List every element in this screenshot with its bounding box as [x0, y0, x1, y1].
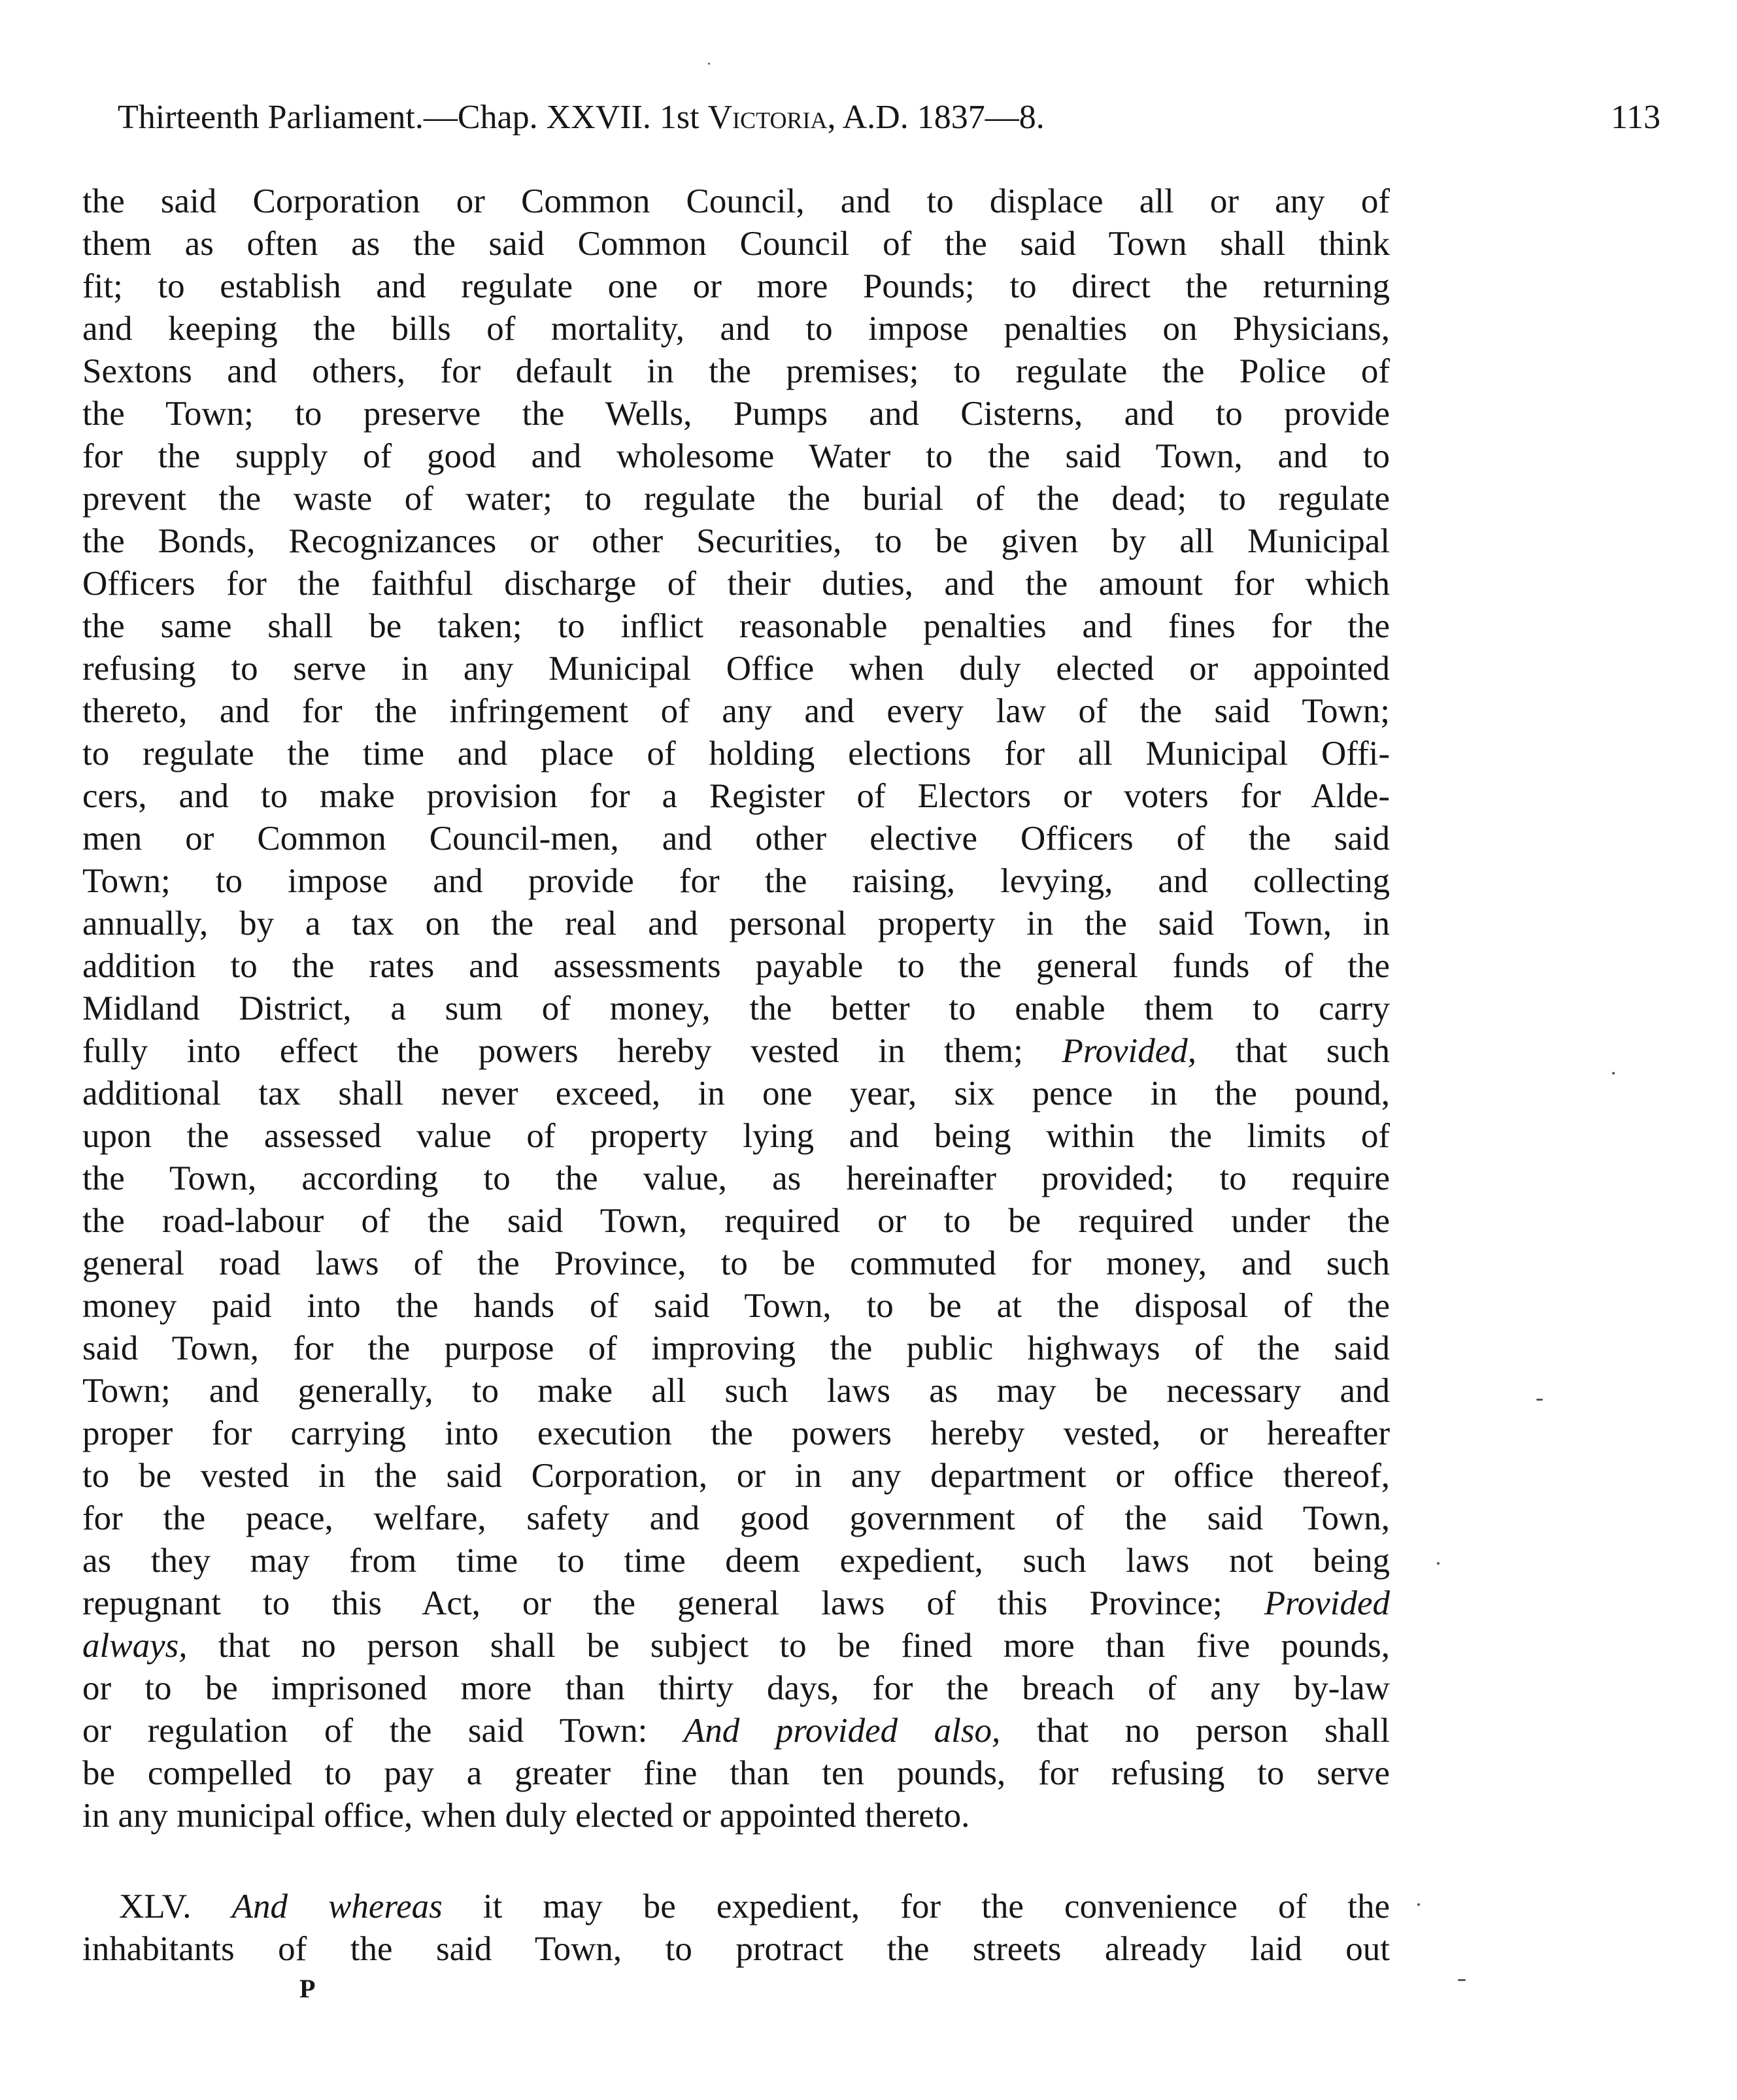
- text-line: inhabitants of the said Town, to protract the streets already laid out: [82, 1930, 1390, 1968]
- print-speck: [1417, 1903, 1420, 1906]
- text-line: thereto, and for the infringement of any and every law of the said Town;: [82, 692, 1390, 730]
- text-line: men or Common Council-men, and other elective Officers of the said: [82, 820, 1390, 858]
- text-line: fit; to establish and regulate one or more Pounds; to direct the returning: [82, 267, 1390, 305]
- text-line: be compelled to pay a greater fine than ten pounds, for refusing to serve: [82, 1754, 1390, 1792]
- text-segment: it may be expedient, for the convenience of the: [442, 1888, 1390, 1925]
- text-line: additional tax shall never exceed, in one year, six pence in the pound,: [82, 1075, 1390, 1112]
- text-line: or to be imprisoned more than thirty days, for the breach of any by-law: [82, 1669, 1390, 1707]
- text-segment: that no person shall be subject to be fined more than five pounds,: [187, 1627, 1390, 1665]
- text-line: addition to the rates and assessments payable to the general funds of the: [82, 947, 1390, 985]
- italic-and-provided-also: And provided also,: [683, 1712, 1001, 1750]
- section-xlv: [82, 1886, 1390, 1971]
- text-line: upon the assessed value of property lying and being within the limits of: [82, 1117, 1390, 1155]
- italic-provided: Provided: [1264, 1584, 1390, 1622]
- italic-provided: Provided,: [1062, 1032, 1197, 1070]
- text-line: Midland District, a sum of money, the better to enable them to carry: [82, 990, 1390, 1027]
- text-line: proper for carrying into execution the powers hereby vested, or hereafter: [82, 1414, 1390, 1452]
- text-segment: or regulation of the said Town:: [82, 1712, 684, 1750]
- text-segment: repugnant to this Act, or the general laws of this Province;: [82, 1584, 1264, 1622]
- text-line: for the supply of good and wholesome Water to the said Town, and to: [82, 437, 1390, 475]
- text-line: the same shall be taken; to inflict reasonable penalties and fines for the: [82, 607, 1390, 645]
- italic-and-whereas: And whereas: [231, 1888, 443, 1925]
- statute-body-text: [82, 180, 1390, 1837]
- text-line: Town; to impose and provide for the raising, levying, and collecting: [82, 862, 1390, 900]
- text-line: the said Corporation or Common Council, and to displace all or any of: [82, 182, 1390, 220]
- text-line: prevent the waste of water; to regulate the burial of the dead; to regulate: [82, 480, 1390, 518]
- text-line: Officers for the faithful discharge of their duties, and the amount for which: [82, 565, 1390, 603]
- page-number: 113: [1610, 99, 1661, 136]
- text-line: Town; and generally, to make all such laws as may be necessary and: [82, 1372, 1390, 1410]
- text-line: to regulate the time and place of holding elections for all Municipal Offi-: [82, 735, 1390, 773]
- text-line: money paid into the hands of said Town, to be at the disposal of the: [82, 1287, 1390, 1325]
- running-title-victoria: Victoria: [707, 99, 828, 136]
- section-number: XLV.: [119, 1888, 192, 1925]
- text-line: in any municipal office, when duly elected or appointed thereto.: [82, 1797, 970, 1835]
- text-line: [82, 1886, 1390, 1928]
- text-segment: fully into effect the powers hereby vested in them;: [82, 1032, 1062, 1070]
- text-line: the Bonds, Recognizances or other Securities, to be given by all Municipal: [82, 522, 1390, 560]
- text-line: for the peace, welfare, safety and good government of the said Town,: [82, 1499, 1390, 1537]
- running-title-prefix: Thirteenth Parliament.—Chap. XXVII. 1st: [118, 99, 708, 136]
- text-line: cers, and to make provision for a Register of Electors or voters for Alde-: [82, 777, 1390, 815]
- running-title: [118, 92, 1045, 144]
- text-line: Sextons and others, for default in the premises; to regulate the Police of: [82, 352, 1390, 390]
- text-line: [82, 1710, 1390, 1752]
- text-line: the Town; to preserve the Wells, Pumps and Cisterns, and to provide: [82, 395, 1390, 433]
- print-speck: [1458, 1979, 1466, 1981]
- print-speck: [1612, 1072, 1615, 1075]
- text-line: and keeping the bills of mortality, and to impose penalties on Physicians,: [82, 310, 1390, 348]
- print-speck: [1536, 1399, 1543, 1401]
- running-head: [118, 92, 1661, 144]
- print-speck: [1437, 1562, 1440, 1565]
- text-line: [82, 1582, 1390, 1625]
- italic-always: always,: [82, 1627, 188, 1665]
- text-line: annually, by a tax on the real and personal property in the said Town, in: [82, 905, 1390, 942]
- text-line: to be vested in the said Corporation, or in any department or office thereof,: [82, 1457, 1390, 1495]
- text-line: general road laws of the Province, to be commuted for money, and such: [82, 1244, 1390, 1282]
- text-segment: that such: [1196, 1032, 1390, 1070]
- text-line: the Town, according to the value, as hereinafter provided; to require: [82, 1159, 1390, 1197]
- text-line: said Town, for the purpose of improving the public highways of the said: [82, 1329, 1390, 1367]
- signature-mark: P: [299, 1974, 316, 2003]
- text-line: [82, 1625, 1390, 1667]
- print-speck: [708, 63, 710, 65]
- text-line: refusing to serve in any Municipal Office when duly elected or appointed: [82, 650, 1390, 688]
- text-line: [82, 1030, 1390, 1073]
- text-line: as they may from time to time deem expedient, such laws not being: [82, 1542, 1390, 1580]
- text-segment: that no person shall: [1000, 1712, 1390, 1750]
- text-line: them as often as the said Common Council of the said Town shall think: [82, 225, 1390, 263]
- text-line: the road-labour of the said Town, required or to be required under the: [82, 1202, 1390, 1240]
- running-title-suffix: , A.D. 1837—8.: [827, 99, 1045, 136]
